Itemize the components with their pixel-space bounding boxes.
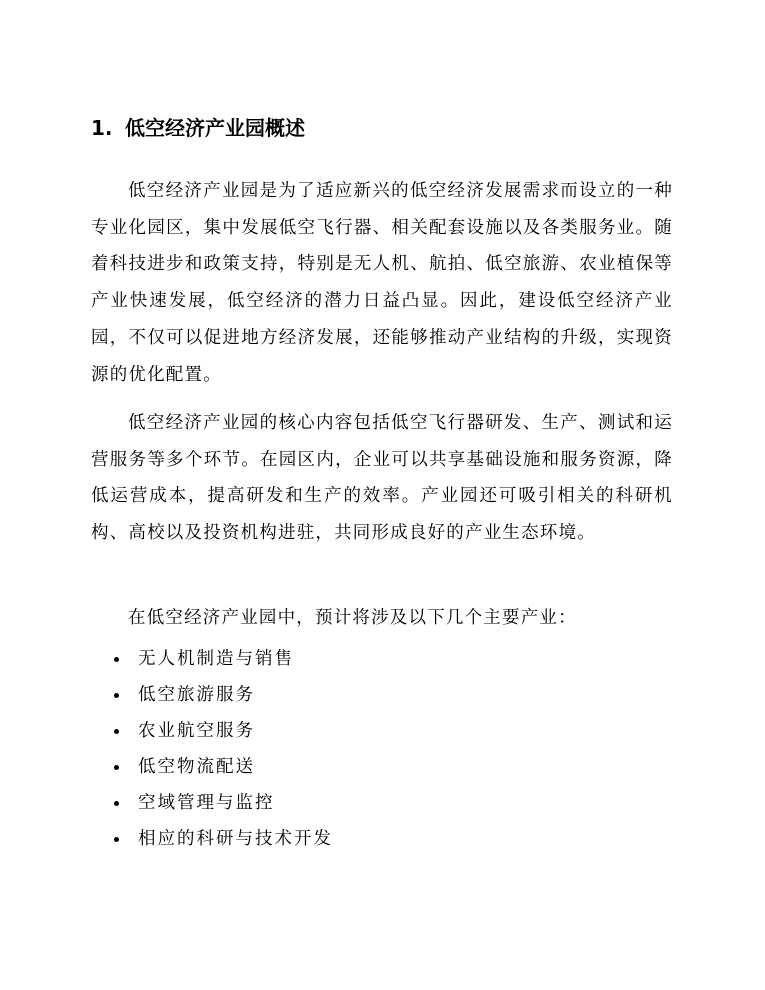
industry-list — [112, 641, 333, 857]
section-heading — [91, 113, 305, 143]
list-item-text: 低空物流配送 — [138, 757, 255, 777]
list-item — [112, 821, 333, 857]
bullet-icon — [114, 729, 119, 734]
list-item — [112, 677, 333, 713]
paragraph-overview: 低空经济产业园是为了适应新兴的低空经济发展需求而设立的一种专业化园区，集中发展低空飞行器、相关配套设施以及各类服务业。随着科技进步和政策支持，特别是无人机、航拍、低空旅游、农业植保等产业快速发展，低空经济的潜力日益凸显。因此，建设低空经济产业园，不仅可以促进地方经济发展，还能够推动产业结构的升级，实现资源的优化配置。 — [91, 181, 673, 385]
list-item — [112, 785, 333, 821]
bullet-icon — [114, 657, 119, 662]
paragraph-industries-intro: 在低空经济产业园中，预计将涉及以下几个主要产业： — [128, 608, 577, 628]
bullet-icon — [114, 837, 119, 842]
section-number: 1. — [91, 116, 113, 140]
list-item-text: 农业航空服务 — [138, 721, 255, 741]
list-item — [112, 713, 333, 749]
list-item-text: 低空旅游服务 — [138, 685, 255, 705]
list-item-text: 无人机制造与销售 — [138, 649, 294, 669]
section-title: 低空经济产业园概述 — [125, 116, 305, 140]
bullet-icon — [114, 765, 119, 770]
list-item — [112, 749, 333, 785]
paragraph-core-content: 低空经济产业园的核心内容包括低空飞行器研发、生产、测试和运营服务等多个环节。在园区内，企业可以共享基础设施和服务资源，降低运营成本，提高研发和生产的效率。产业园还可吸引相关的科研机构、高校以及投资机构进驻，共同形成良好的产业生态环境。 — [91, 413, 673, 544]
list-item — [112, 641, 333, 677]
bullet-icon — [114, 693, 119, 698]
list-item-text: 相应的科研与技术开发 — [138, 829, 333, 849]
list-item-text: 空域管理与监控 — [138, 793, 275, 813]
bullet-icon — [114, 801, 119, 806]
